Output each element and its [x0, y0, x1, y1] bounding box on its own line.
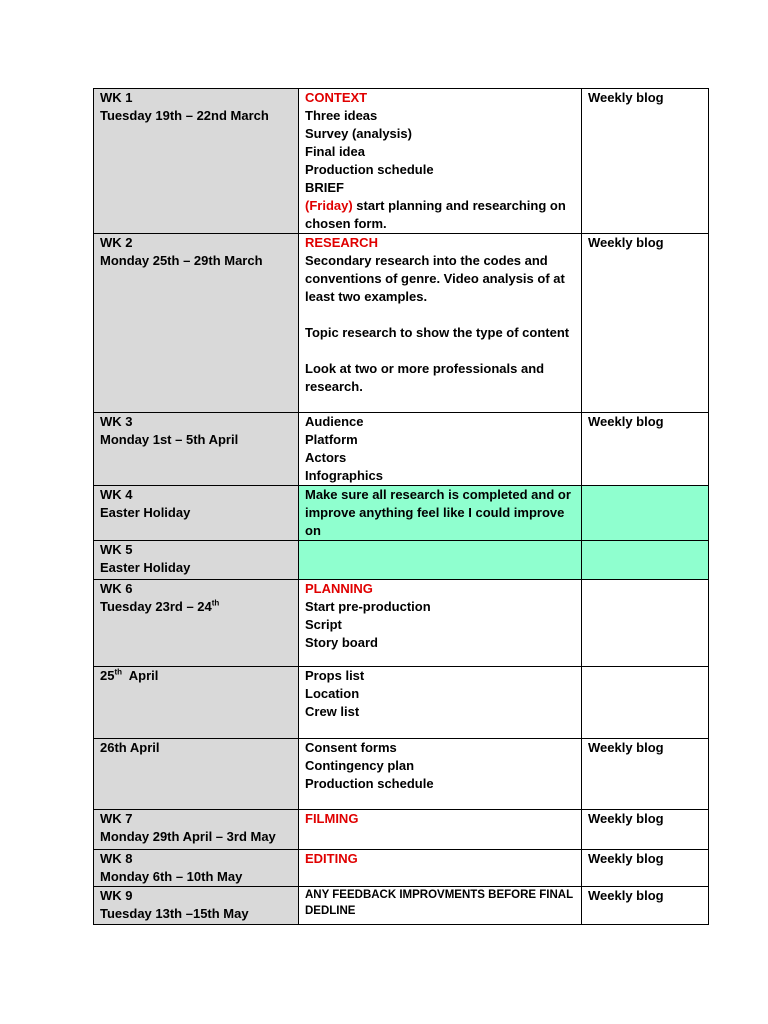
- task-item: Story board: [305, 635, 378, 650]
- week-cell: [94, 810, 299, 850]
- week-dates: 26th April: [100, 740, 160, 755]
- week-cell: [94, 850, 299, 887]
- table-row: [94, 810, 709, 850]
- blog-cell: [582, 850, 709, 887]
- table-row: [94, 850, 709, 887]
- blog-cell: [582, 739, 709, 810]
- task-paragraph: Make sure all research is completed and or improve anything feel like I could improve on: [305, 487, 571, 538]
- note-day: (Friday): [305, 198, 353, 213]
- blog-cell: [582, 580, 709, 667]
- table-row: [94, 739, 709, 810]
- task-cell: [299, 89, 582, 234]
- task-item: Script: [305, 617, 342, 632]
- week-dates: Monday 6th – 10th May: [100, 869, 243, 884]
- week-cell: [94, 89, 299, 234]
- phase-label: EDITING: [305, 851, 358, 866]
- blog-cell: [582, 887, 709, 925]
- phase-label: PLANNING: [305, 581, 373, 596]
- blog-cell: [582, 667, 709, 739]
- task-cell: [299, 887, 582, 925]
- table-row: [94, 89, 709, 234]
- table-row: [94, 580, 709, 667]
- phase-label: CONTEXT: [305, 90, 368, 105]
- week-cell: [94, 667, 299, 739]
- blog-label: Weekly blog: [588, 235, 664, 250]
- week-label: WK 3: [100, 414, 133, 429]
- blog-label: Weekly blog: [588, 811, 664, 826]
- blog-cell: [582, 541, 709, 580]
- task-item: Audience: [305, 414, 364, 429]
- week-dates: Easter Holiday: [100, 505, 191, 520]
- week-cell: [94, 739, 299, 810]
- task-item: Actors: [305, 450, 347, 465]
- phase-label: RESEARCH: [305, 235, 378, 250]
- week-label: WK 2: [100, 235, 133, 250]
- week-cell: [94, 234, 299, 413]
- week-label: WK 6: [100, 581, 133, 596]
- week-cell: [94, 887, 299, 925]
- table-row: [94, 667, 709, 739]
- task-cell: [299, 810, 582, 850]
- task-item: Location: [305, 686, 360, 701]
- task-item: Final idea: [305, 144, 365, 159]
- week-label: WK 8: [100, 851, 133, 866]
- table-row: [94, 413, 709, 486]
- week-cell: [94, 413, 299, 486]
- week-label: WK 9: [100, 888, 133, 903]
- blog-label: Weekly blog: [588, 888, 664, 903]
- week-label: WK 5: [100, 542, 133, 557]
- blog-label: Weekly blog: [588, 740, 664, 755]
- task-item: Consent forms: [305, 740, 397, 755]
- week-cell: [94, 541, 299, 580]
- blog-cell: [582, 413, 709, 486]
- task-item: Props list: [305, 668, 365, 683]
- week-label: WK 1: [100, 90, 133, 105]
- task-cell: [299, 541, 582, 580]
- task-cell: [299, 413, 582, 486]
- blog-cell: [582, 810, 709, 850]
- task-item: Production schedule: [305, 162, 434, 177]
- phase-label: FILMING: [305, 811, 359, 826]
- week-dates: Tuesday 19th – 22nd March: [100, 108, 269, 123]
- task-cell: [299, 850, 582, 887]
- task-paragraph: ANY FEEDBACK IMPROVMENTS BEFORE FINAL DEDLINE: [305, 889, 573, 917]
- week-dates: 25th April: [100, 667, 159, 683]
- blog-label: Weekly blog: [588, 90, 664, 105]
- week-cell: [94, 486, 299, 541]
- week-dates: Tuesday 23rd – 24th: [100, 598, 220, 614]
- week-label: WK 7: [100, 811, 133, 826]
- task-cell: [299, 234, 582, 413]
- blog-cell: [582, 234, 709, 413]
- task-cell: [299, 667, 582, 739]
- task-paragraph: Secondary research into the codes and conventions of genre. Video analysis of at least two examples.: [305, 253, 565, 304]
- week-label: WK 4: [100, 487, 133, 502]
- task-cell: [299, 580, 582, 667]
- table-row: [94, 234, 709, 413]
- task-item: Survey (analysis): [305, 126, 412, 141]
- table-row: [94, 887, 709, 925]
- task-item: Production schedule: [305, 776, 434, 791]
- task-cell: [299, 486, 582, 541]
- task-item: Start pre-production: [305, 599, 431, 614]
- week-cell: [94, 580, 299, 667]
- task-item: Three ideas: [305, 108, 378, 123]
- task-item: BRIEF: [305, 180, 344, 195]
- task-paragraph: Look at two or more professionals and research.: [305, 361, 545, 394]
- task-item: Infographics: [305, 468, 384, 483]
- blog-cell: [582, 486, 709, 541]
- blog-cell: [582, 89, 709, 234]
- task-note: [305, 197, 575, 233]
- task-item: Crew list: [305, 704, 360, 719]
- schedule-table: [93, 88, 709, 925]
- blog-label: Weekly blog: [588, 851, 664, 866]
- week-dates: Monday 1st – 5th April: [100, 432, 239, 447]
- table-row: [94, 541, 709, 580]
- note-text: start planning and researching on chosen form.: [305, 198, 566, 231]
- task-cell: [299, 739, 582, 810]
- task-paragraph: Topic research to show the type of content: [305, 325, 570, 340]
- blog-label: Weekly blog: [588, 414, 664, 429]
- week-dates: Monday 29th April – 3rd May: [100, 829, 276, 844]
- week-dates: Monday 25th – 29th March: [100, 253, 263, 268]
- table-row: [94, 486, 709, 541]
- week-dates: Easter Holiday: [100, 560, 191, 575]
- task-item: Platform: [305, 432, 358, 447]
- task-item: Contingency plan: [305, 758, 415, 773]
- week-dates: Tuesday 13th –15th May: [100, 906, 249, 921]
